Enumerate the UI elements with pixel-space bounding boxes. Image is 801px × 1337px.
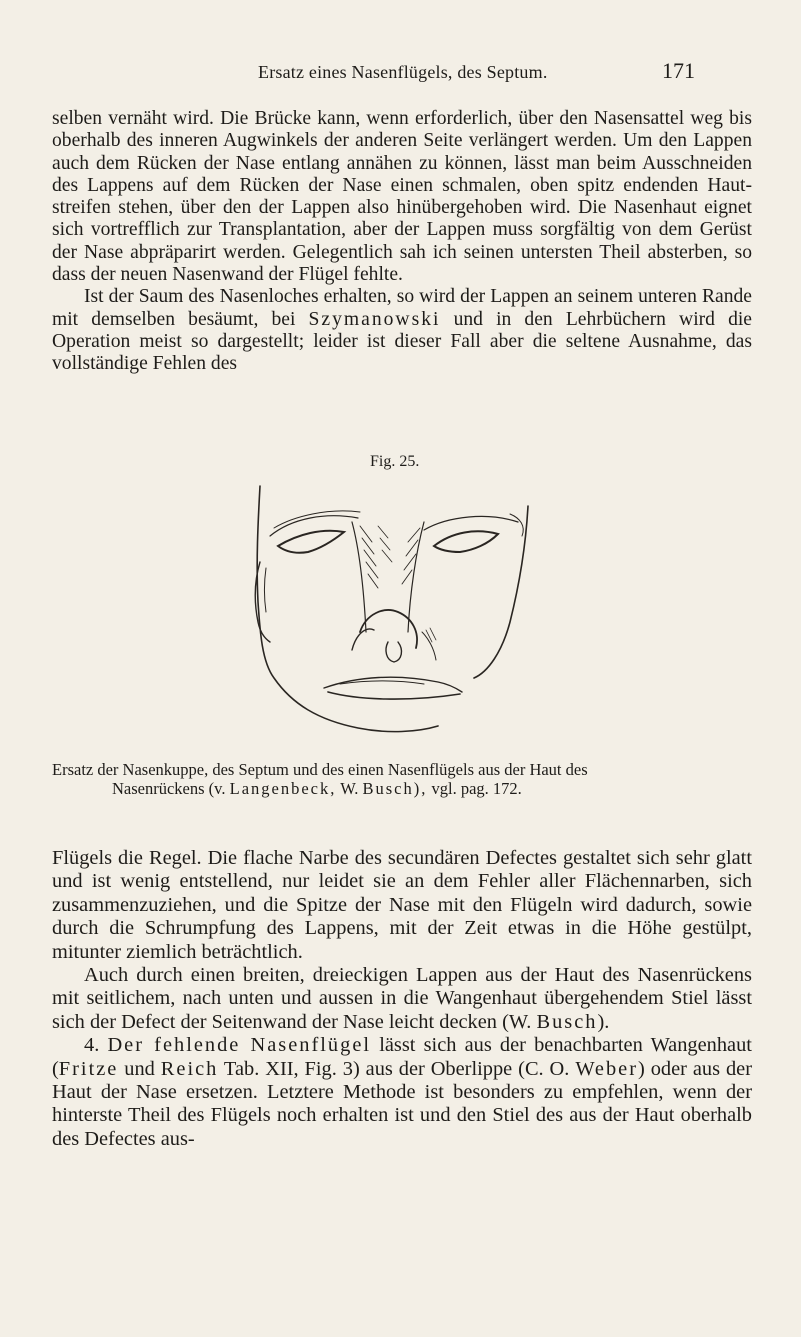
author-name-weber: Weber [575, 1057, 639, 1080]
author-name-busch: Busch), [362, 779, 428, 798]
nostril [386, 642, 401, 662]
author-name-busch-2: Busch [536, 1010, 598, 1033]
page-number: 171 [662, 58, 695, 83]
paragraph-4 [52, 964, 752, 1034]
paragraph-5-part-b: lässt sich aus der benachbarten Wangenhaut ( [52, 1034, 752, 1080]
paragraph-1: selben vernäht wird. Die Brücke kann, wenn erforderlich, über den Nasensattel weg bis oberhalb des inneren Augwinkels der anderen Seite verlängert werden. Um den Lappen auch dem Rücken der Nase entlang annähen zu können, lässt man beim Ausschneiden des Lappens auf dem Rücken der Nase einen schmalen, oben spitz endenden Haut-streifen stehen, über den der Lappen also hinübergehoben wird. Die Nasenhaut eignet sich vortrefflich zur Transplantation, aber der Lappen muss sorgfältig von dem Gerüst der Nase abpräparirt werden. Gelegentlich sah ich seinen untersten Theil absterben, so dass der neuen Nasenwand der Flügel fehlte. [52, 108, 752, 286]
face-engraving [248, 482, 538, 752]
paragraph-2-part-b: und in den Lehrbüchern wird die Operation meist so dargestellt; leider ist dieser Fall aber die seltene Ausnahme, das vollständige Fehlen des [52, 308, 753, 375]
caption-initial: W. [340, 779, 359, 798]
right-eye [434, 531, 498, 552]
author-name-langenbeck: Langenbeck, [229, 779, 337, 798]
paragraph-2-part-a: Ist der Saum des Nasenloches erhalten, so wird der Lappen an seinem unteren Rande mit demselben besäumt, bei [52, 286, 752, 330]
paragraph-5-part-d: Tab. XII, Fig. 3) aus der Oberlippe (C. O. [223, 1057, 570, 1080]
section-title: Der fehlende Nasenflügel [107, 1034, 372, 1057]
nose-flap-left [352, 522, 366, 632]
section-number: 4. [84, 1034, 100, 1057]
bottom-text-block [52, 847, 752, 1151]
author-name-reich: Reich [160, 1057, 219, 1080]
figure-caption [52, 760, 752, 798]
paragraph-4-part-b: ). [597, 1010, 610, 1033]
left-eye [278, 531, 344, 553]
caption-line-1: Ersatz der Nasenkuppe, des Septum und des einen Nasenflügels aus der Haut des [52, 760, 588, 779]
paragraph-3: Flügels die Regel. Die flache Narbe des secundären Defectes gestaltet sich sehr glatt und ist wenig entstellend, nur leidet sie an dem Fehler aller Flächennarben, sich zusammenzuziehen, und die Spitze der Nase mit den Flügeln wird dadurch, sowie durch die Schrumpfung des Lappens, mit der Zeit etwas in die Höhe gestülpt, mitunter ziemlich beträchtlich. [52, 847, 752, 963]
paragraph-5-part-e: ) oder aus der Haut der Nase ersetzen. Letztere Methode ist besonders zu empfehlen, wenn der hinterste Theil des Flügels noch erhalten ist und den Stiel des aus der Haut oberhalb des Defectes aus- [52, 1057, 753, 1150]
author-name-fritze: Fritze [58, 1057, 119, 1080]
nose-flap-right [408, 522, 424, 632]
caption-line-2-part-a: Nasenrückens (v. [112, 779, 226, 798]
running-head: Ersatz eines Nasenflügels, des Septum. [258, 62, 548, 82]
figure-illustration [248, 482, 538, 752]
paragraph-5-part-c: und [124, 1057, 155, 1080]
figure-label: Fig. 25. [370, 453, 420, 470]
upper-lip [324, 677, 462, 692]
top-text-block [52, 108, 752, 376]
paragraph-4-part-a: Auch durch einen breiten, dreieckigen Lappen aus der Haut des Nasenrückens mit seitlichem, nach unten und aussen in die Wangenhaut übergehendem Stiel lässt sich der Defect der Seitenwand der Nase leicht decken (W. [52, 964, 752, 1033]
paragraph-2 [52, 286, 752, 375]
caption-line-2 [52, 779, 752, 798]
author-name-szymanowski: Szymanowski [308, 308, 441, 330]
lower-lip [328, 692, 460, 699]
paragraph-5 [52, 1034, 752, 1151]
caption-line-2-part-b: vgl. pag. 172. [431, 779, 522, 798]
